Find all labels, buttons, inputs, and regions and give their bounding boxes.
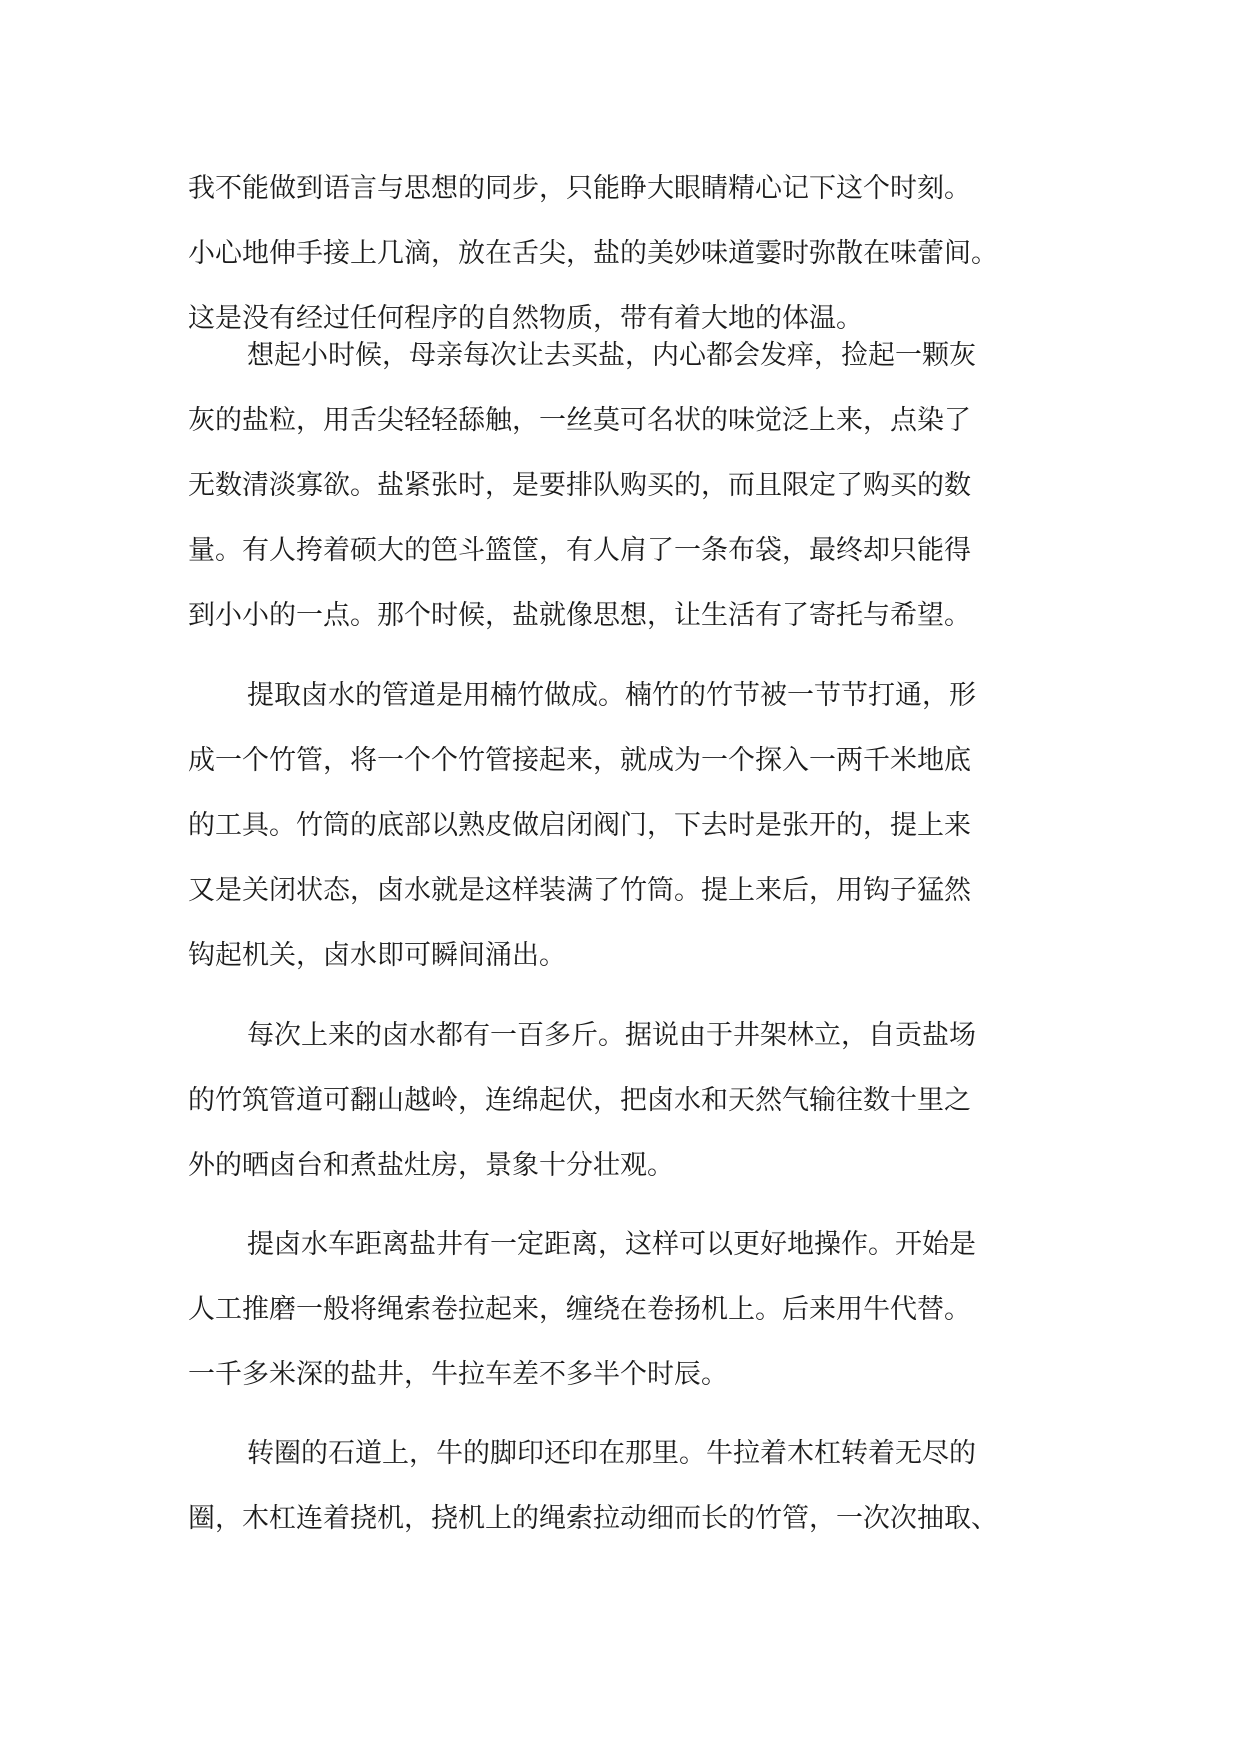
text-line: 量。有人挎着硕大的笆斗篮筐，有人肩了一条布袋，最终却只能得 xyxy=(188,535,971,566)
text-line: 又是关闭状态，卤水就是这样装满了竹筒。提上来后，用钩子猛然 xyxy=(188,875,971,906)
text-line: 小心地伸手接上几滴，放在舌尖，盐的美妙味道霎时弥散在味蕾间。 xyxy=(188,238,998,269)
text-line: 到小小的一点。那个时候，盐就像思想，让生活有了寄托与希望。 xyxy=(188,600,971,631)
paragraph-2 xyxy=(188,323,1068,648)
text-line: 无数清淡寡欲。盐紧张时，是要排队购买的，而且限定了购买的数 xyxy=(188,470,971,501)
text-line: 人工推磨一般将绳索卷拉起来，缠绕在卷扬机上。后来用牛代替。 xyxy=(188,1294,971,1325)
text-line: 这是没有经过任何程序的自然物质，带有着大地的体温。 xyxy=(188,303,863,334)
text-line: 转圈的石道上，牛的脚印还印在那里。牛拉着木杠转着无尽的 xyxy=(247,1438,976,1469)
text-line: 外的晒卤台和煮盐灶房，景象十分壮观。 xyxy=(188,1150,674,1181)
text-line: 一千多米深的盐井，牛拉车差不多半个时辰。 xyxy=(188,1359,728,1390)
text-line: 灰的盐粒，用舌尖轻轻舔触，一丝莫可名状的味觉泛上来，点染了 xyxy=(188,405,971,436)
text-line: 我不能做到语言与思想的同步，只能睁大眼睛精心记下这个时刻。 xyxy=(188,173,971,204)
text-line: 提卤水车距离盐井有一定距离，这样可以更好地操作。开始是 xyxy=(247,1229,976,1260)
text-line: 成一个竹管，将一个个竹管接起来，就成为一个探入一两千米地底 xyxy=(188,745,971,776)
paragraph-5 xyxy=(188,1212,1068,1407)
paragraph-1 xyxy=(188,156,1068,351)
text-line: 的竹筑管道可翻山越岭，连绵起伏，把卤水和天然气输往数十里之 xyxy=(188,1085,971,1116)
text-line: 提取卤水的管道是用楠竹做成。楠竹的竹节被一节节打通，形 xyxy=(247,680,976,711)
text-line: 钩起机关，卤水即可瞬间涌出。 xyxy=(188,940,566,971)
text-line: 每次上来的卤水都有一百多斤。据说由于井架林立，自贡盐场 xyxy=(247,1020,976,1051)
text-line: 的工具。竹筒的底部以熟皮做启闭阀门，下去时是张开的，提上来 xyxy=(188,810,971,841)
paragraph-6 xyxy=(188,1421,1068,1551)
paragraph-4 xyxy=(188,1003,1068,1198)
text-line: 想起小时候，母亲每次让去买盐，内心都会发痒，捡起一颗灰 xyxy=(247,340,976,371)
paragraph-3 xyxy=(188,663,1068,988)
text-line: 圈，木杠连着挠机，挠机上的绳索拉动细而长的竹管，一次次抽取、 xyxy=(188,1503,998,1534)
